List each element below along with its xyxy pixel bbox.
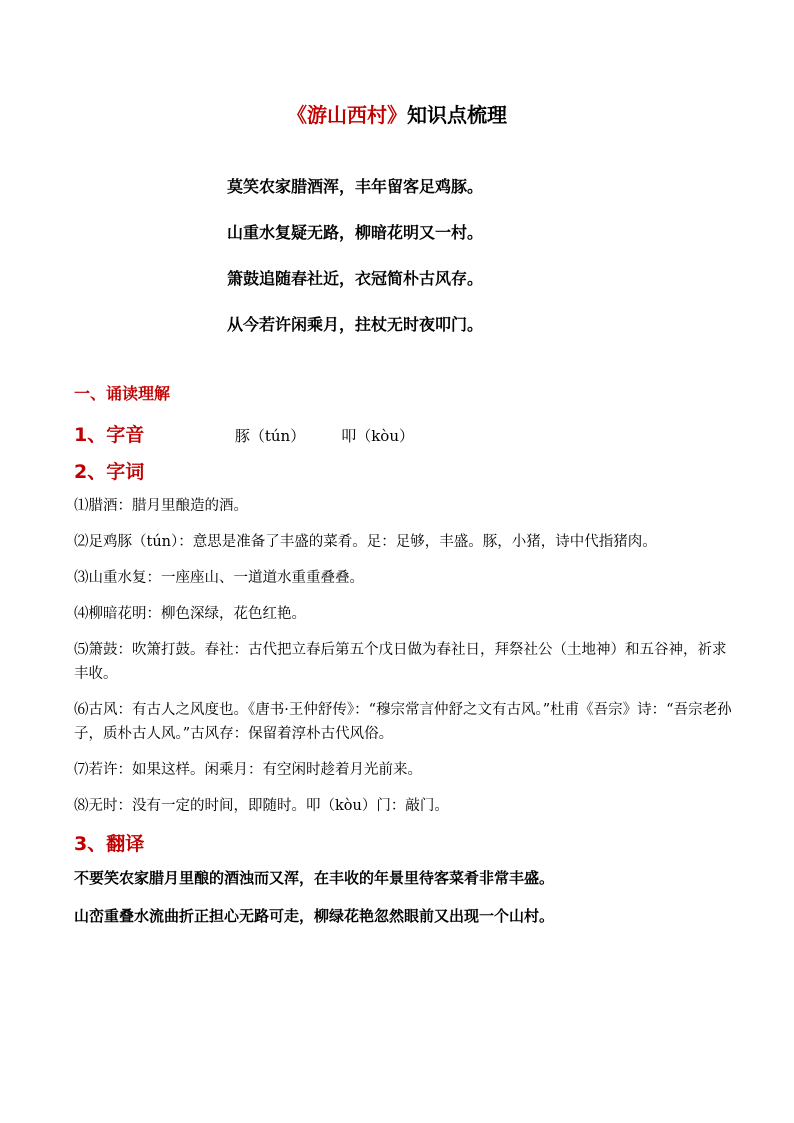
poem-line: 箫鼓追随春社近，衣冠简朴古风存。 (227, 269, 484, 288)
vocabulary-item: ⑴腊酒：腊月里酿造的酒。 (74, 498, 248, 514)
title-suffix: 知识点梳理 (407, 103, 507, 127)
vocabulary-item: ⑹古风：有古人之风度也。《唐书·王仲舒传》：“穆宗常言仲舒之文有古风。”杜甫《吾宗》诗：“吾宗老孙子，质朴古人风。”古风存：保留着淳朴古代风俗。 (74, 702, 732, 742)
pronunciation-row (74, 421, 734, 450)
poem-line: 从今若许闲乘月，拄杖无时夜叩门。 (227, 315, 484, 334)
pronunciation-heading: 1、字音 (74, 424, 145, 446)
study-notes (74, 381, 734, 942)
vocabulary-heading: 2、字词 (74, 461, 145, 483)
poem-text (227, 175, 647, 359)
vocabulary-item: ⑸箫鼓：吹箫打鼓。春社：古代把立春后第五个戊日做为春社日，拜祭社公（土地神）和五谷神，祈求丰收。 (74, 642, 727, 682)
poem-line: 莫笑农家腊酒浑，丰年留客足鸡豚。 (227, 177, 484, 196)
vocabulary-item: ⑺若许：如果这样。闲乘月：有空闲时趁着月光前来。 (74, 762, 422, 778)
pronunciation-items (235, 422, 450, 450)
vocabulary-item: ⑻无时：没有一定的时间，即随时。叩（kòu）门：敲门。 (74, 798, 449, 814)
page-title (0, 101, 794, 129)
vocabulary-item: ⑵足鸡豚（tún）：意思是准备了丰盛的菜肴。足：足够，丰盛。豚，小猪，诗中代指猪肉。 (74, 534, 657, 550)
title-poem-name: 《游山西村》 (287, 103, 407, 127)
translation-line: 不要笑农家腊月里酿的酒浊而又浑，在丰收的年景里待客菜肴非常丰盛。 (74, 869, 555, 887)
vocabulary-item: ⑶山重水复：一座座山、一道道水重重叠叠。 (74, 570, 364, 586)
pronunciation-item: 叩（kòu） (341, 427, 414, 445)
section-heading-reading: 一、诵读理解 (74, 384, 171, 403)
pronunciation-item: 豚（tún） (234, 427, 306, 445)
translation-heading: 3、翻译 (74, 833, 145, 855)
vocabulary-item: ⑷柳暗花明：柳色深绿，花色红艳。 (74, 606, 306, 622)
poem-line: 山重水复疑无路，柳暗花明又一村。 (227, 223, 484, 242)
translation-line: 山峦重叠水流曲折正担心无路可走，柳绿花艳忽然眼前又出现一个山村。 (74, 907, 555, 925)
